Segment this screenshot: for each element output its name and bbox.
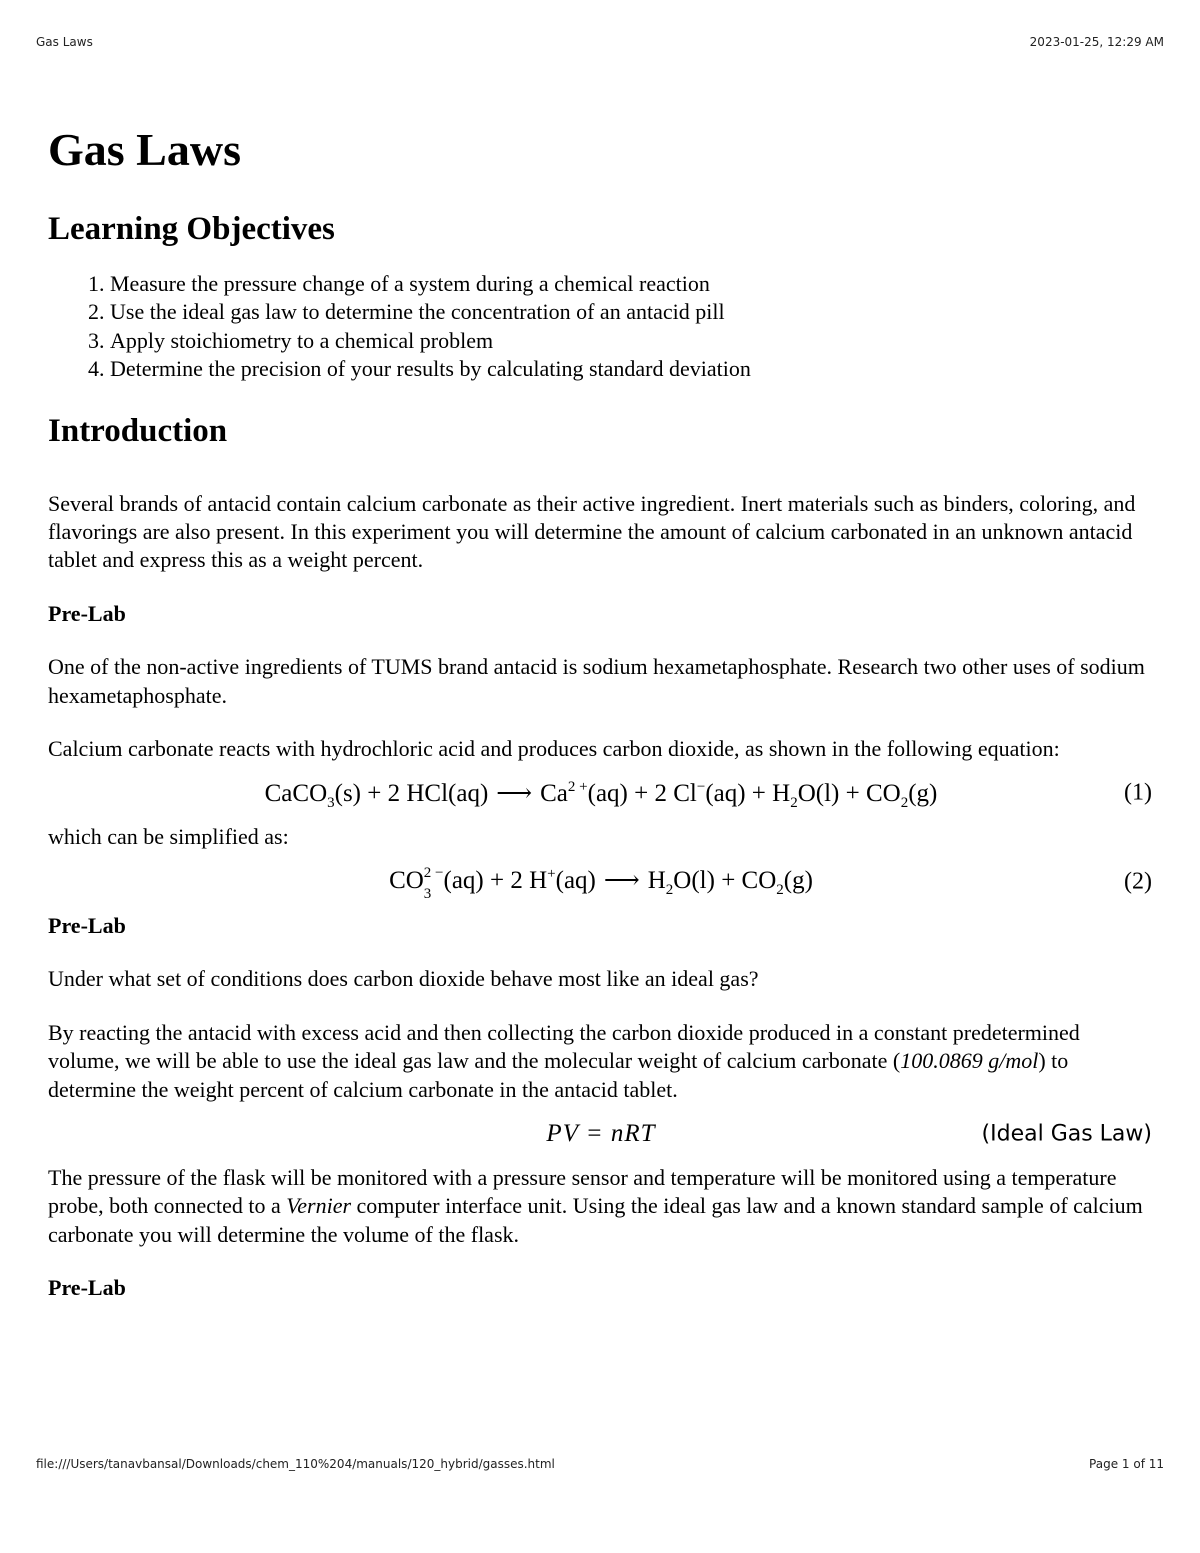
prelab-question: One of the non-active ingredients of TUMS brand antacid is sodium hexametaphosphate. Research two other uses of sodium hexametaphosphate.: [48, 654, 1145, 708]
equation-1: CaCO$_3$(s) + 2 HCl(aq) ⟶ $Ca^{2 +}(aq) + 2$ $Cl^-(aq) + H_2O(l) + CO_2(g)$ (1): [264, 779, 1152, 812]
page-number: Page 1 of 11: [1089, 1457, 1164, 1471]
measurement-paragraph: The pressure of the flask will be monitored with a pressure sensor and temperature will be monitored using a temperature probe, both connected to a Vernier computer interface unit. Using the ideal gas law and a known standard sample of calcium carbonate you will determine the volume of the flask.: [48, 1164, 1143, 1247]
molecular-weight: 100.0869 g/mol: [900, 1048, 1039, 1074]
document-body: [48, 120, 1154, 1303]
list-item: 1. Measure the pressure change of a system during a chemical reaction: [110, 270, 1154, 298]
equation-label: (Ideal Gas Law): [981, 1121, 1152, 1147]
intro-paragraph: Several brands of antacid contain calcium carbonate as their active ingredient. Inert materials such as binders, coloring, and flavorings are also present. In this experiment you will determine the amount of calcium carbonated in an unknown antacid tablet and express this as a weight percent.: [48, 490, 1136, 573]
vernier-brand: Vernier: [286, 1193, 352, 1219]
simplified-paragraph: which can be simplified as:: [48, 824, 289, 850]
prelab-question: Under what set of conditions does carbon dioxide behave most like an ideal gas?: [48, 966, 759, 992]
equation-2: CO 2 − 3 (aq) + 2 H+(aq) ⟶ $H_2O(l) + CO_2(g)$ (2): [389, 864, 1152, 902]
equation-number: (2): [1124, 868, 1152, 895]
prelab-label: Pre-Lab: [48, 1275, 126, 1301]
prelab-label: Pre-Lab: [48, 600, 126, 626]
objectives-list: [48, 270, 1154, 384]
header-title: Gas Laws: [36, 35, 93, 49]
equation-number: (1): [1124, 779, 1152, 806]
prelab-label: Pre-Lab: [48, 912, 126, 938]
list-item: 3. Apply stoichiometry to a chemical problem: [110, 327, 1154, 355]
method-paragraph: By reacting the antacid with excess acid and then collecting the carbon dioxide produced in a constant predetermined volume, we will be able to use the ideal gas law and the molecular weight of calcium carbonate (100.0869 g/mol) to determine the weight percent of calcium carbonate in the antacid tablet.: [48, 1019, 1080, 1102]
page-footer: [36, 1457, 1164, 1471]
objectives-heading: Learning Objectives: [48, 211, 335, 247]
list-item: 2. Use the ideal gas law to determine the concentration of an antacid pill: [110, 298, 1154, 326]
list-item: 4. Determine the precision of your results by calculating standard deviation: [110, 355, 1154, 383]
header-datetime: 2023-01-25, 12:29 AM: [1029, 35, 1164, 49]
introduction-heading: Introduction: [48, 412, 228, 449]
ideal-gas-law-equation: PV = nRT (Ideal Gas Law): [546, 1119, 1152, 1147]
page-title: Gas Laws: [48, 124, 241, 175]
reaction-paragraph: Calcium carbonate reacts with hydrochloric acid and produces carbon dioxide, as shown in the following equation:: [48, 736, 1060, 762]
file-path: file:///Users/tanavbansal/Downloads/chem_110%204/manuals/120_hybrid/gasses.html: [36, 1457, 555, 1471]
page-header: [36, 35, 1164, 49]
